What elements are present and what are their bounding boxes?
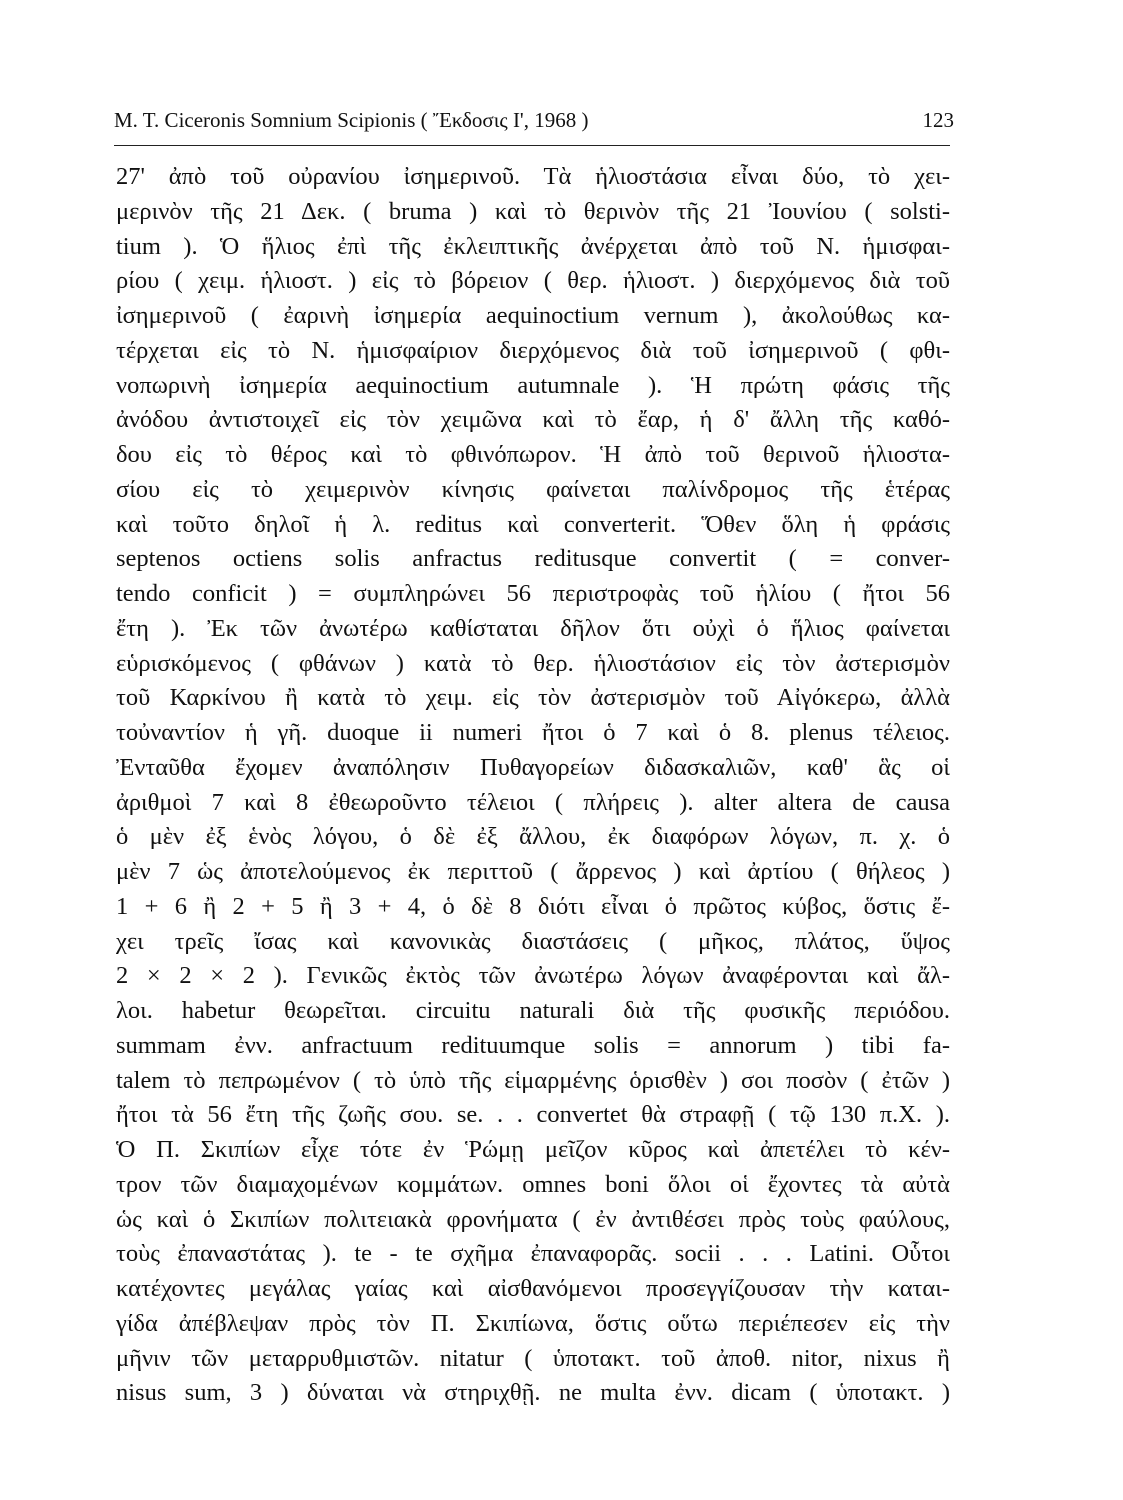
text-line: tium ). Ὁ ἥλιος ἐπὶ τῆς ἐκλειπτικῆς ἀνέρχεται ἀπὸ τοῦ Ν. ἡμισφαι- bbox=[116, 232, 950, 260]
text-line: μὲν 7 ὡς ἀποτελούμενος ἐκ περιττοῦ ( ἄρρενος ) καὶ ἀρτίου ( θήλεος ) bbox=[116, 858, 950, 885]
text-line: Ἐνταῦθα ἔχομεν ἀναπόλησιν Πυθαγορείων διδασκαλιῶν, καθ' ἃς οἱ bbox=[116, 753, 950, 781]
text-line: λοι. habetur θεωρεῖται. circuitu naturali διὰ τῆς φυσικῆς περιόδου. bbox=[116, 997, 950, 1024]
text-line: σίου εἰς τὸ χειμερινὸν κίνησις φαίνεται παλίνδρομος τῆς ἑτέρας bbox=[116, 475, 950, 503]
text-line: talem τὸ πεπρωμένον ( τὸ ὑπὸ τῆς εἱμαρμένης ὁρισθὲν ) σοι ποσὸν ( ἐτῶν ) bbox=[116, 1066, 950, 1094]
text-line: 1 + 6 ἢ 2 + 5 ἢ 3 + 4, ὁ δὲ 8 διότι εἶναι ὁ πρῶτος κύβος, ὅστις ἔ- bbox=[116, 892, 950, 920]
text-line: νοπωρινὴ ἰσημερία aequinoctium autumnale ). Ἡ πρώτη φάσις τῆς bbox=[116, 371, 950, 399]
text-line: μερινὸν τῆς 21 Δεκ. ( bruma ) καὶ τὸ θερινὸν τῆς 21 Ἰουνίου ( solsti- bbox=[116, 197, 950, 225]
text-line: τοῦ Καρκίνου ἢ κατὰ τὸ χειμ. εἰς τὸν ἀστερισμὸν τοῦ Αἰγόκερω, ἀλλὰ bbox=[116, 684, 950, 712]
text-line: ὁ μὲν ἐξ ἑνὸς λόγου, ὁ δὲ ἐξ ἄλλου, ἐκ διαφόρων λόγων, π. χ. ὁ bbox=[116, 823, 950, 851]
text-line: τοὐναντίον ἡ γῆ. duoque ii numeri ἤτοι ὁ 7 καὶ ὁ 8. plenus τέλειος. bbox=[116, 719, 950, 746]
text-line: summam ἐνν. anfractuum redituumque solis = annorum ) tibi fa- bbox=[116, 1031, 950, 1059]
text-line: τρον τῶν διαμαχομένων κομμάτων. omnes boni ὅλοι οἱ ἔχοντες τὰ αὐτὰ bbox=[116, 1170, 950, 1198]
commentary-text bbox=[116, 160, 950, 1411]
text-line: χει τρεῖς ἴσας καὶ κανονικὰς διαστάσεις ( μῆκος, πλάτος, ὕψος bbox=[116, 927, 950, 955]
running-title: M. T. Ciceronis Somnium Scipionis ( Ἔκδοσις Ι', 1968 ) bbox=[114, 108, 589, 132]
text-line: ἰσημερινοῦ ( ἐαρινὴ ἰσημερία aequinoctium vernum ), ἀκολούθως κα- bbox=[116, 302, 950, 329]
text-line: τέρχεται εἰς τὸ Ν. ἡμισφαίριον διερχόμενος διὰ τοῦ ἰσημερινοῦ ( φθι- bbox=[116, 336, 950, 364]
text-line: Ὁ Π. Σκιπίων εἶχε τότε ἐν Ῥώμῃ μεῖζον κῦρος καὶ ἀπετέλει τὸ κέν- bbox=[116, 1136, 950, 1163]
text-line: 27' ἀπὸ τοῦ οὐρανίου ἰσημερινοῦ. Τὰ ἡλιοστάσια εἶναι δύο, τὸ χει- bbox=[116, 163, 950, 190]
text-line: τοὺς ἐπαναστάτας ). te - te σχῆμα ἐπαναφορᾶς. socii . . . Latini. Οὗτοι bbox=[116, 1240, 950, 1268]
text-line: δου εἰς τὸ θέρος καὶ τὸ φθινόπωρον. Ἡ ἀπὸ τοῦ θερινοῦ ἡλιοστα- bbox=[116, 441, 950, 468]
text-line: ρίου ( χειμ. ἡλιοστ. ) εἰς τὸ βόρειον ( θερ. ἡλιοστ. ) διερχόμενος διὰ τοῦ bbox=[116, 267, 950, 295]
text-line: ὡς καὶ ὁ Σκιπίων πολιτειακὰ φρονήματα ( ἐν ἀντιθέσει πρὸς τοὺς φαύλους, bbox=[116, 1205, 950, 1233]
text-line: ἀριθμοὶ 7 καὶ 8 ἐθεωροῦντο τέλειοι ( πλήρεις ). alter altera de causa bbox=[116, 788, 950, 816]
text-line: nisus sum, 3 ) δύναται νὰ στηριχθῇ. ne multa ἐνν. dicam ( ὑποτακτ. ) bbox=[116, 1379, 950, 1407]
text-line: tendo conficit ) = συμπληρώνει 56 περιστροφὰς τοῦ ἡλίου ( ἤτοι 56 bbox=[116, 580, 950, 607]
text-line: ἀνόδου ἀντιστοιχεῖ εἰς τὸν χειμῶνα καὶ τὸ ἔαρ, ἡ δ' ἄλλη τῆς καθό- bbox=[116, 406, 950, 434]
text-line: καὶ τοῦτο δηλοῖ ἡ λ. reditus καὶ converterit. Ὅθεν ὅλη ἡ φράσις bbox=[116, 510, 950, 538]
text-line: εὑρισκόμενος ( φθάνων ) κατὰ τὸ θερ. ἡλιοστάσιον εἰς τὸν ἀστερισμὸν bbox=[116, 649, 950, 677]
page-number: 123 bbox=[922, 108, 954, 132]
text-line: 2 × 2 × 2 ). Γενικῶς ἐκτὸς τῶν ἀνωτέρω λόγων ἀναφέρονται καὶ ἄλ- bbox=[116, 962, 950, 990]
text-line: κατέχοντες μεγάλας γαίας καὶ αἰσθανόμενοι προσεγγίζουσαν τὴν καται- bbox=[116, 1275, 950, 1302]
header-rule bbox=[114, 145, 950, 146]
text-line: γίδα ἀπέβλεψαν πρὸς τὸν Π. Σκιπίωνα, ὅστις οὕτω περιέπεσεν εἰς τὴν bbox=[116, 1309, 950, 1337]
text-line: septenos octiens solis anfractus reditusque convertit ( = conver- bbox=[116, 545, 950, 573]
running-header bbox=[114, 108, 954, 140]
text-line: ἤτοι τὰ 56 ἔτη τῆς ζωῆς σου. se. . . convertet θὰ στραφῇ ( τῷ 130 π.Χ. ). bbox=[116, 1101, 950, 1129]
text-line: ἔτη ). Ἐκ τῶν ἀνωτέρω καθίσταται δῆλον ὅτι οὐχὶ ὁ ἥλιος φαίνεται bbox=[116, 614, 950, 642]
text-line: μῆνιν τῶν μεταρρυθμιστῶν. nitatur ( ὑποτακτ. τοῦ ἀποθ. nitor, nixus ἢ bbox=[116, 1344, 950, 1372]
